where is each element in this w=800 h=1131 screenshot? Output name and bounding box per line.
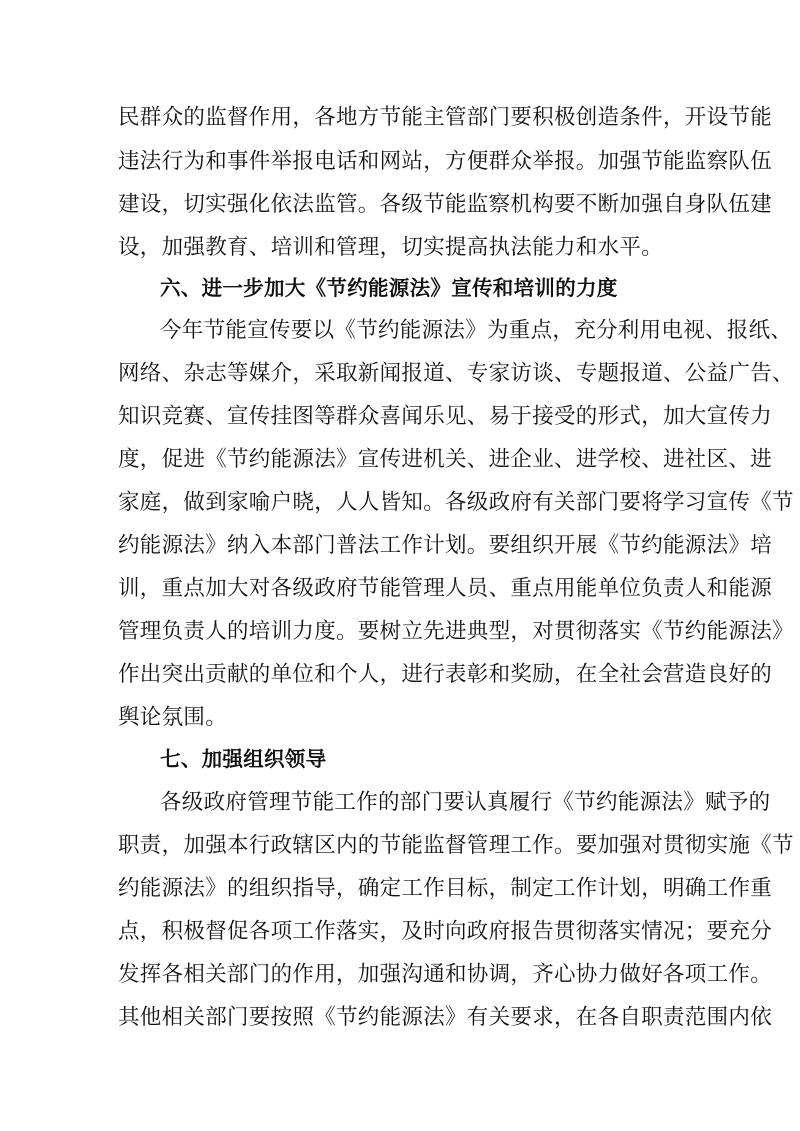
section-heading-7: 七、加强组织领导 [160,747,327,771]
paragraph-line: 训，重点加大对各级政府节能管理人员、重点用能单位负责人和能源 [118,576,773,601]
paragraph-line: 知识竞赛、宣传挂图等群众喜闻乐见、易于接受的形式，加大宣传力 [118,404,773,429]
paragraph-line: 职责，加强本行政辖区内的节能监督管理工作。要加强对贯彻实施《节 [118,833,794,858]
paragraph-line: 发挥各相关部门的作用，加强沟通和协调，齐心协力做好各项工作。 [118,962,773,987]
paragraph-line: 点，积极督促各项工作落实，及时向政府报告贯彻落实情况；要充分 [118,919,773,944]
paragraph-line: 违法行为和事件举报电话和网站，方便群众举报。加强节能监察队伍 [118,149,773,174]
paragraph-line: 设，加强教育、培训和管理，切实提高执法能力和水平。 [118,235,664,260]
paragraph-line: 各级政府管理节能工作的部门要认真履行《节约能源法》赋予的 [160,790,771,815]
paragraph-line: 约能源法》纳入本部门普法工作计划。要组织开展《节约能源法》培 [118,533,773,558]
paragraph-line: 今年节能宣传要以《节约能源法》为重点，充分利用电视、报纸、 [160,318,793,343]
paragraph-line: 作出突出贡献的单位和个人，进行表彰和奖励，在全社会营造良好的 [118,662,773,687]
paragraph-line: 其他相关部门要按照《节约能源法》有关要求，在各自职责范围内依 [118,1005,773,1030]
section-heading-6: 六、进一步加大《节约能源法》宣传和培训的力度 [160,276,618,300]
paragraph-line: 家庭，做到家喻户晓，人人皆知。各级政府有关部门要将学习宣传《节 [118,490,794,515]
paragraph-line: 舆论氛围。 [118,705,228,730]
paragraph-line: 管理负责人的培训力度。要树立先进典型，对贯彻落实《节约能源法》 [118,619,794,644]
paragraph-line: 约能源法》的组织指导，确定工作目标，制定工作计划，明确工作重 [118,876,773,901]
paragraph-line: 民群众的监督作用，各地方节能主管部门要积极创造条件，开设节能 [118,105,773,130]
paragraph-line: 度，促进《节约能源法》宣传进机关、进企业、进学校、进社区、进 [118,447,773,472]
paragraph-line: 网络、杂志等媒介，采取新闻报道、专家访谈、专题报道、公益广告、 [118,361,794,386]
paragraph-line: 建设，切实强化依法监管。各级节能监察机构要不断加强自身队伍建 [118,192,773,217]
